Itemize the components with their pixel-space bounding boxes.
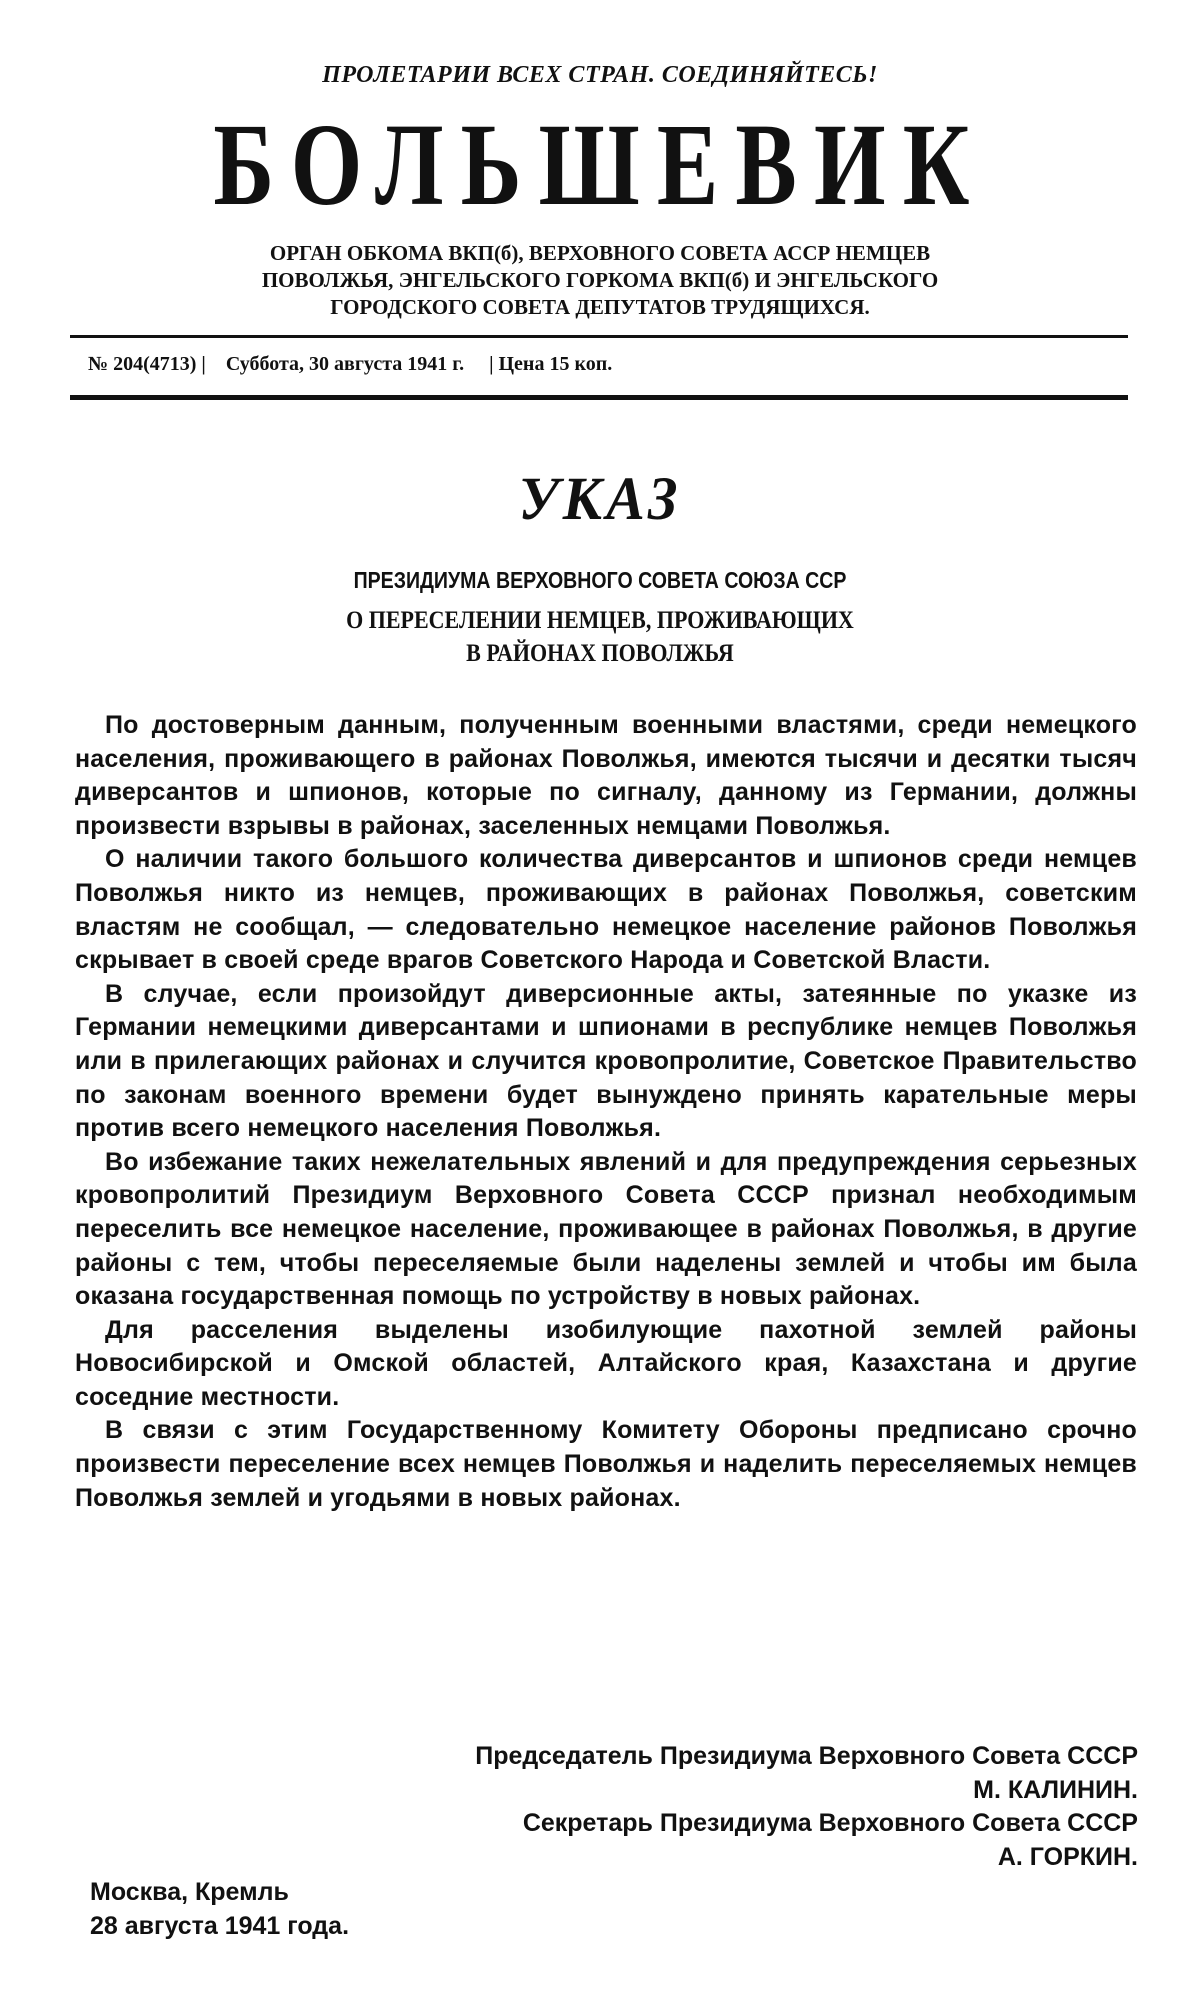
decree-body — [75, 709, 1137, 1515]
decree-paragraph: О наличии такого большого количества диверсантов и шпионов среди немцев Поволжья никто из немцев, проживающих в районах Поволжья, советским властям не сообщал, — следовательно немецкое население районов Поволжья скрывает в своей среде врагов Советского Народа и Советской Власти. — [75, 845, 1137, 975]
issue-price: | Цена 15 коп. — [489, 353, 613, 375]
decree-paragraph: По достоверным данным, полученным военными властями, среди немецкого населения, проживающего в районах Поволжья, имеются тысячи и десятки тысяч диверсантов и шпионов, которые по сигналу, данному из Германии, должны произвести взрывы в районах, заселенных немцами Поволжья. — [75, 711, 1137, 840]
decree-title: УКАЗ — [518, 464, 682, 533]
issue-date: Суббота, 30 августа 1941 г. — [225, 353, 465, 375]
header-rule-bottom — [70, 395, 1128, 400]
decree-paragraph: В связи с этим Государственному Комитету Обороны предписано срочно произвести переселение всех немцев Поволжья и наделить переселяемых немцев Поволжья землей и угодьями в новых районах. — [75, 1416, 1137, 1512]
issue-info-bar — [88, 353, 612, 376]
header-rule-top — [70, 335, 1128, 338]
secretary-name: А. ГОРКИН. — [997, 1842, 1138, 1871]
issue-number: № 204(4713) | — [88, 353, 206, 375]
publisher-description — [150, 240, 1050, 321]
publisher-line: ПОВОЛЖЬЯ, ЭНГЕЛЬСКОГО ГОРКОМА ВКП(б) И ЭНГЕЛЬСКОГО — [261, 268, 939, 292]
decree-subject-line: О ПЕРЕСЕЛЕНИИ НЕМЦЕВ, ПРОЖИВАЮЩИХ — [346, 607, 854, 634]
decree-paragraph: Во избежание таких нежелательных явлений и для предупреждения серьезных кровопролитий Президиум Верховного Совета СССР признал необходимым переселить все немецкое население, проживающее в районах Поволжья, в другие районы с тем, чтобы переселяемые были наделены землей и чтобы им была оказана государственная помощь по устройству в новых районах. — [75, 1147, 1137, 1311]
decree-subject — [72, 604, 1128, 670]
chair-name: М. КАЛИНИН. — [973, 1775, 1138, 1804]
signature-block — [238, 1740, 1138, 1874]
publisher-line: ОРГАН ОБКОМА ВКП(б), ВЕРХОВНОГО СОВЕТА АССР НЕМЦЕВ — [269, 241, 931, 265]
publisher-line: ГОРОДСКОГО СОВЕТА ДЕПУТАТОВ ТРУДЯЩИХСЯ. — [330, 295, 870, 319]
place-and-date — [90, 1876, 349, 1943]
date: 28 августа 1941 года. — [90, 1911, 350, 1940]
place: Москва, Кремль — [90, 1878, 289, 1906]
newspaper-masthead: БОЛЬШЕВИК — [213, 99, 987, 230]
decree-issuer: ПРЕЗИДИУМА ВЕРХОВНОГО СОВЕТА СОЮЗА ССР — [353, 567, 847, 593]
decree-paragraph: Для расселения выделены изобилующие пахотной землей районы Новосибирской и Омской областей, Алтайского края, Казахстана и другие соседние местности. — [75, 1315, 1137, 1411]
secretary-title: Секретарь Президиума Верховного Совета СССР — [522, 1809, 1138, 1837]
chair-title: Председатель Президиума Верховного Совета СССР — [475, 1742, 1138, 1770]
decree-paragraph: В случае, если произойдут диверсионные акты, затеянные по указке из Германии немецкими диверсантами и шпионами в республике немцев Поволжья или в прилегающих районах и случится кровопролитие, Советское Правительство по законам военного времени будет вынуждено принять карательные меры против всего немецкого населения Поволжья. — [75, 979, 1137, 1143]
decree-subject-line: В РАЙОНАХ ПОВОЛЖЬЯ — [466, 640, 734, 667]
slogan: ПРОЛЕТАРИИ ВСЕХ СТРАН. СОЕДИНЯЙТЕСЬ! — [322, 62, 878, 88]
